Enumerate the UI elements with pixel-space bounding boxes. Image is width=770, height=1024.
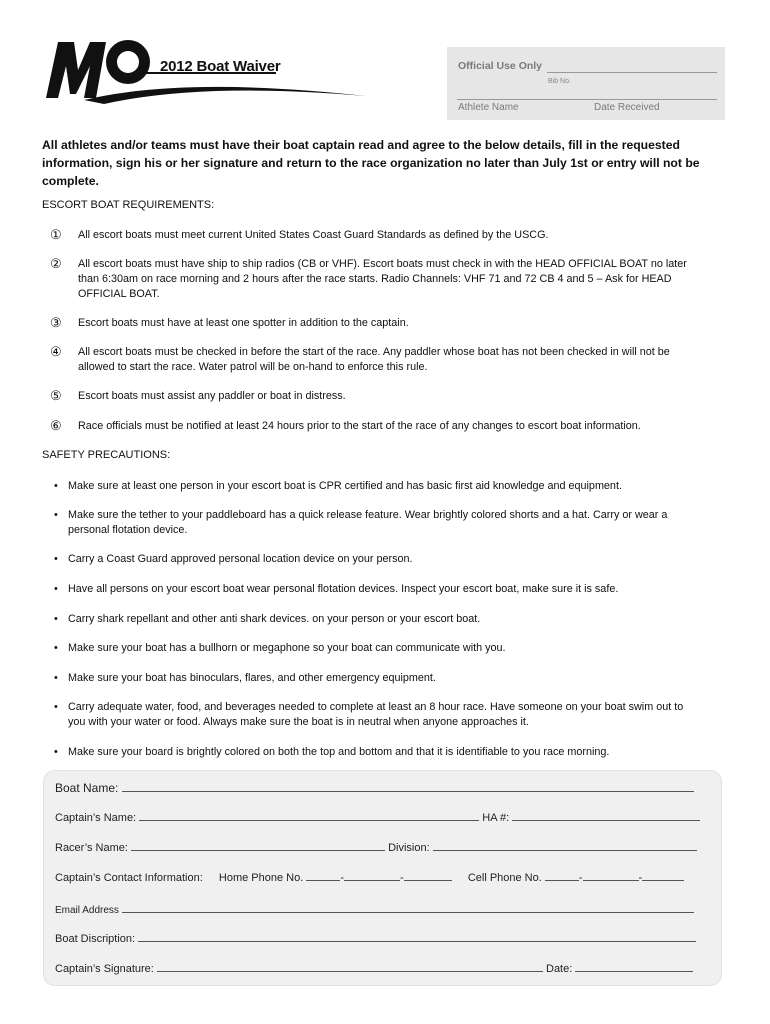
escort-item-5 <box>50 389 690 404</box>
escort-item-3 <box>50 316 690 331</box>
safety-item-9 <box>54 745 694 760</box>
date-received-label: Date Received <box>594 102 660 113</box>
intro-paragraph: All athletes and/or teams must have their boat captain read and agree to the below details, fill in the requested information, sign his or her signature and return to the race organization no later than July 1st or entry will not be complete. <box>42 138 700 188</box>
bullet: • <box>54 746 58 758</box>
ha-number-field[interactable] <box>512 811 700 821</box>
boat-description-row <box>55 932 696 945</box>
bullet: • <box>54 583 58 595</box>
safety-item-text: Carry adequate water, food, and beverages needed to complete at least an 8 hour race. Have someone on your boat swim out to you with your water or food. Always make sure the boat is in neutral when anyone approaches it. <box>68 701 684 728</box>
number-1: ① <box>50 227 62 242</box>
official-use-label: Official Use Only <box>458 60 543 72</box>
captain-name-field[interactable] <box>139 811 479 821</box>
cell-phone-line-field[interactable] <box>642 871 684 881</box>
contact-row: Captain’s Contact Information: Home Phone No. - - Cell Phone No. - - <box>55 871 684 884</box>
signature-row <box>55 962 693 975</box>
signature-label: Captain’s Signature: <box>55 963 154 975</box>
event-logo <box>44 36 374 106</box>
home-phone-prefix-field[interactable] <box>344 871 400 881</box>
date-label: Date: <box>546 963 573 975</box>
boat-name-row <box>55 781 694 795</box>
number-6: ⑥ <box>50 418 62 433</box>
boat-name-label: Boat Name: <box>55 781 119 795</box>
boat-name-field[interactable] <box>122 782 694 792</box>
safety-item-text: Make sure your boat has a bullhorn or megaphone so your boat can communicate with you. <box>68 642 506 654</box>
division-field[interactable] <box>433 841 697 851</box>
safety-item-1 <box>54 479 674 494</box>
bullet: • <box>54 509 58 521</box>
division-label: Division: <box>388 842 430 854</box>
racer-name-field[interactable] <box>131 841 385 851</box>
bullet: • <box>54 642 58 654</box>
cell-phone-prefix-field[interactable] <box>583 871 639 881</box>
boat-info-form <box>43 770 722 986</box>
safety-item-5 <box>54 612 674 627</box>
bullet: • <box>54 553 58 565</box>
date-field[interactable] <box>575 962 693 972</box>
boat-description-field[interactable] <box>138 932 696 942</box>
safety-item-text: Carry a Coast Guard approved personal location device on your person. <box>68 553 413 565</box>
number-2: ② <box>50 256 62 271</box>
safety-item-4 <box>54 582 674 597</box>
number-4: ④ <box>50 344 62 359</box>
number-5: ⑤ <box>50 388 62 403</box>
athlete-name-label: Athlete Name <box>458 102 519 113</box>
safety-item-text: Make sure at least one person in your escort boat is CPR certified and has basic first aid knowledge and equipment. <box>68 480 622 492</box>
bullet: • <box>54 672 58 684</box>
bullet: • <box>54 613 58 625</box>
racer-name-row <box>55 841 697 854</box>
escort-item-text: All escort boats must have ship to ship radios (CB or VHF). Escort boats must check in with the HEAD OFFICIAL BOAT no later than 6:30am on race morning and 2 hours after the race starts. Radio Channels: VHF 71 and 72 CB 4 and 5 – Ask for HEAD OFFICIAL BOAT. <box>78 258 687 300</box>
captain-name-row <box>55 811 700 824</box>
safety-item-7 <box>54 671 674 686</box>
escort-item-text: All escort boats must be checked in before the start of the race. Any paddler whose boat has not been checked in will not be allowed to start the race. Water patrol will be on-hand to enforce this rule. <box>78 346 670 373</box>
cell-phone-label: Cell Phone No. <box>467 872 542 884</box>
safety-item-text: Make sure your boat has binoculars, flares, and other emergency equipment. <box>68 672 436 684</box>
safety-item-text: Make sure your board is brightly colored on both the top and bottom and that it is identifiable to you race morning. <box>68 746 610 758</box>
bib-label: Bib No. <box>548 78 571 85</box>
escort-heading: ESCORT BOAT REQUIREMENTS: <box>42 199 215 211</box>
bullet: • <box>54 480 58 492</box>
racer-name-label: Racer’s Name: <box>55 842 128 854</box>
email-label: Email Address <box>55 905 119 916</box>
captain-name-label: Captain’s Name: <box>55 812 137 824</box>
ha-number-label: HA #: <box>482 812 510 824</box>
waiver-title: 2012 Boat Waiver <box>160 58 281 75</box>
bullet: • <box>54 701 58 713</box>
contact-label: Captain’s Contact Information: <box>55 872 203 884</box>
safety-item-text: Have all persons on your escort boat wear personal flotation devices. Inspect your escort boat, make sure it is safe. <box>68 583 619 595</box>
email-field[interactable] <box>122 903 694 913</box>
home-phone-area-field[interactable] <box>306 871 340 881</box>
escort-item-text: Race officials must be notified at least 24 hours prior to the start of the race of any changes to escort boat information. <box>78 420 641 432</box>
boat-description-label: Boat Discription: <box>55 933 136 945</box>
cell-phone-area-field[interactable] <box>545 871 579 881</box>
safety-heading: SAFETY PRECAUTIONS: <box>42 449 171 461</box>
escort-item-text: All escort boats must meet current United States Coast Guard Standards as defined by the USCG. <box>78 229 549 241</box>
safety-item-2 <box>54 508 674 538</box>
safety-item-3 <box>54 552 674 567</box>
number-3: ③ <box>50 315 62 330</box>
home-phone-line-field[interactable] <box>404 871 452 881</box>
home-phone-label: Home Phone No. <box>218 872 304 884</box>
escort-item-6 <box>50 419 690 434</box>
email-row <box>55 903 694 916</box>
safety-item-8 <box>54 700 694 730</box>
escort-item-text: Escort boats must assist any paddler or boat in distress. <box>78 390 346 402</box>
signature-field[interactable] <box>157 962 543 972</box>
escort-item-2 <box>50 257 690 302</box>
safety-item-text: Make sure the tether to your paddleboard has a quick release feature. Wear brightly colored shorts and a hat. Carry or wear a personal flotation device. <box>68 509 668 536</box>
official-use-box <box>447 47 725 120</box>
escort-item-1 <box>50 228 690 243</box>
safety-item-6 <box>54 641 674 656</box>
escort-item-4 <box>50 345 690 375</box>
safety-item-text: Carry shark repellant and other anti shark devices. on your person or your escort boat. <box>68 613 481 625</box>
bib-number-line <box>547 72 717 73</box>
escort-item-text: Escort boats must have at least one spotter in addition to the captain. <box>78 317 409 329</box>
athlete-name-line <box>457 99 717 100</box>
